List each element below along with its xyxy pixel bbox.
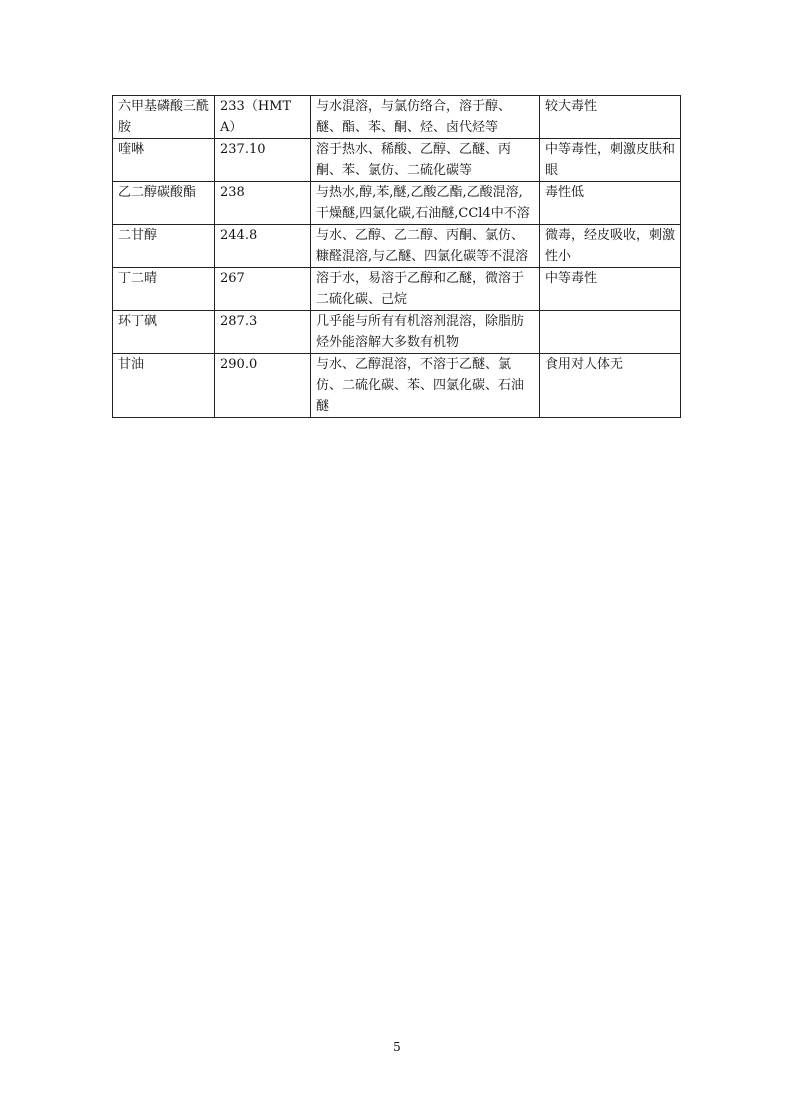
solvent-name-cell: 喹啉 — [113, 139, 215, 182]
solubility-cell: 与水、乙醇、乙二醇、丙酮、氯仿、糠醛混溶,与乙醚、四氯化碳等不混溶 — [311, 225, 540, 268]
boiling-point-cell: 233（HMTA） — [215, 96, 311, 139]
boiling-point-cell: 290.0 — [215, 354, 311, 418]
table-row — [113, 268, 681, 311]
table-row — [113, 225, 681, 268]
boiling-point-cell: 237.10 — [215, 139, 311, 182]
solvent-name-cell: 六甲基磷酸三酰胺 — [113, 96, 215, 139]
solubility-cell: 与热水,醇,苯,醚,乙酸乙酯,乙酸混溶,干燥醚,四氯化碳,石油醚,CCl4中不溶 — [311, 182, 540, 225]
toxicity-cell: 食用对人体无 — [540, 354, 681, 418]
table-row — [113, 182, 681, 225]
toxicity-cell: 毒性低 — [540, 182, 681, 225]
toxicity-cell: 中等毒性 — [540, 268, 681, 311]
table-row — [113, 96, 681, 139]
toxicity-cell: 较大毒性 — [540, 96, 681, 139]
boiling-point-cell: 267 — [215, 268, 311, 311]
solvent-name-cell: 乙二醇碳酸酯 — [113, 182, 215, 225]
solubility-cell: 与水、乙醇混溶，不溶于乙醚、氯仿、二硫化碳、苯、四氯化碳、石油醚 — [311, 354, 540, 418]
solubility-cell: 溶于水，易溶于乙醇和乙醚，微溶于二硫化碳、己烷 — [311, 268, 540, 311]
solvent-name-cell: 二甘醇 — [113, 225, 215, 268]
solubility-cell: 几乎能与所有有机溶剂混溶，除脂肪烃外能溶解大多数有机物 — [311, 311, 540, 354]
solvent-name-cell: 甘油 — [113, 354, 215, 418]
table-row — [113, 311, 681, 354]
toxicity-cell: 微毒，经皮吸收，刺激性小 — [540, 225, 681, 268]
solvent-name-cell: 环丁砜 — [113, 311, 215, 354]
solvent-name-cell: 丁二晴 — [113, 268, 215, 311]
solubility-cell: 溶于热水、稀酸、乙醇、乙醚、丙酮、苯、氯仿、二硫化碳等 — [311, 139, 540, 182]
solubility-cell: 与水混溶，与氯仿络合，溶于醇、醚、酯、苯、酮、烃、卤代烃等 — [311, 96, 540, 139]
toxicity-cell: 中等毒性，刺激皮肤和眼 — [540, 139, 681, 182]
table-row — [113, 139, 681, 182]
page-number: 5 — [393, 1040, 401, 1054]
boiling-point-cell: 244.8 — [215, 225, 311, 268]
toxicity-cell — [540, 311, 681, 354]
boiling-point-cell: 238 — [215, 182, 311, 225]
table-row — [113, 354, 681, 418]
solvent-table — [112, 95, 681, 418]
boiling-point-cell: 287.3 — [215, 311, 311, 354]
